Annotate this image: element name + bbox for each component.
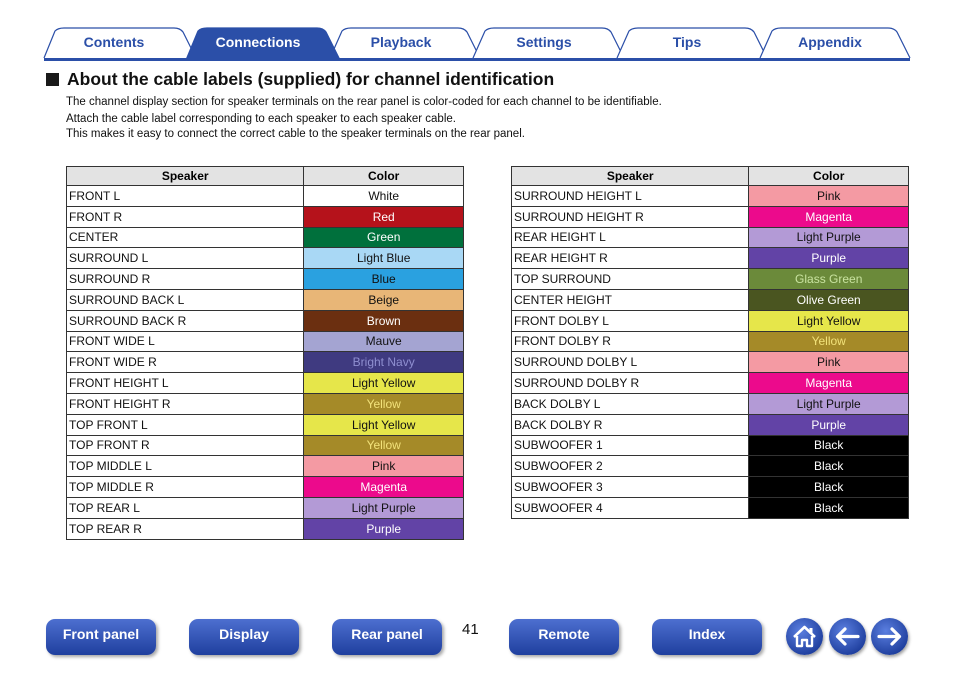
tab-connections[interactable]: Connections xyxy=(215,34,301,50)
color-cell: Purple xyxy=(749,248,909,269)
color-cell: Brown xyxy=(304,310,464,331)
tab-tips[interactable]: Tips xyxy=(672,34,702,50)
color-cell: Yellow xyxy=(749,331,909,352)
speaker-cell: TOP SURROUND xyxy=(512,269,749,290)
speaker-cell: FRONT DOLBY L xyxy=(512,310,749,331)
color-header: Color xyxy=(749,167,909,186)
speaker-cell: REAR HEIGHT R xyxy=(512,248,749,269)
speaker-cell: SURROUND BACK R xyxy=(67,310,304,331)
speaker-cell: SURROUND DOLBY L xyxy=(512,352,749,373)
color-cell: Light Yellow xyxy=(304,414,464,435)
front-panel-button[interactable]: Front panel xyxy=(46,619,156,655)
color-cell: Black xyxy=(749,477,909,498)
color-cell: Magenta xyxy=(304,477,464,498)
speaker-cell: BACK DOLBY R xyxy=(512,414,749,435)
table-row xyxy=(512,289,909,310)
tab-contents[interactable]: Contents xyxy=(83,34,145,50)
speaker-cell: FRONT R xyxy=(67,206,304,227)
color-cell: Magenta xyxy=(749,373,909,394)
speaker-cell: SUBWOOFER 2 xyxy=(512,456,749,477)
color-header: Color xyxy=(304,167,464,186)
back-button[interactable] xyxy=(829,618,866,655)
table-row xyxy=(512,373,909,394)
speaker-cell: SUBWOOFER 1 xyxy=(512,435,749,456)
speaker-cell: CENTER HEIGHT xyxy=(512,289,749,310)
tab-appendix[interactable]: Appendix xyxy=(798,34,862,50)
speaker-cell: TOP MIDDLE R xyxy=(67,477,304,498)
table-row xyxy=(67,186,464,207)
color-cell: Green xyxy=(304,227,464,248)
color-cell: Beige xyxy=(304,289,464,310)
table-row xyxy=(512,414,909,435)
color-cell: Light Purple xyxy=(749,393,909,414)
speaker-cell: TOP REAR L xyxy=(67,497,304,518)
table-row xyxy=(67,269,464,290)
home-button[interactable] xyxy=(786,618,823,655)
speaker-cell: BACK DOLBY L xyxy=(512,393,749,414)
color-cell: Black xyxy=(749,456,909,477)
table-row xyxy=(512,310,909,331)
table-row xyxy=(512,248,909,269)
forward-button[interactable] xyxy=(871,618,908,655)
speaker-cell: FRONT WIDE R xyxy=(67,352,304,373)
table-row xyxy=(67,227,464,248)
intro-line-2: Attach the cable label corresponding to each speaker to each speaker cable. xyxy=(66,112,456,125)
table-row xyxy=(67,456,464,477)
color-cell: Black xyxy=(749,497,909,518)
table-row xyxy=(67,352,464,373)
right-color-table xyxy=(511,166,909,519)
table-row xyxy=(67,206,464,227)
speaker-cell: SURROUND R xyxy=(67,269,304,290)
speaker-cell: SURROUND BACK L xyxy=(67,289,304,310)
home-icon xyxy=(786,618,823,655)
intro-text xyxy=(66,94,662,143)
color-cell: Magenta xyxy=(749,206,909,227)
table-row xyxy=(67,331,464,352)
speaker-cell: TOP MIDDLE L xyxy=(67,456,304,477)
intro-line-1: The channel display section for speaker terminals on the rear panel is color-coded for each channel to be identifiable. xyxy=(66,96,662,108)
speaker-cell: TOP REAR R xyxy=(67,518,304,539)
table-row xyxy=(67,518,464,539)
speaker-cell: TOP FRONT R xyxy=(67,435,304,456)
page-title: About the cable labels (supplied) for channel identification xyxy=(67,69,555,89)
table-row xyxy=(512,456,909,477)
table-row xyxy=(67,393,464,414)
color-cell: Pink xyxy=(304,456,464,477)
speaker-cell: TOP FRONT L xyxy=(67,414,304,435)
color-cell: White xyxy=(304,186,464,207)
table-row xyxy=(512,206,909,227)
rear-panel-button[interactable]: Rear panel xyxy=(332,619,442,655)
tab-playback[interactable]: Playback xyxy=(370,34,432,50)
tab-shapes xyxy=(0,0,954,64)
display-button[interactable]: Display xyxy=(189,619,299,655)
left-color-table xyxy=(66,166,464,540)
tab-settings[interactable]: Settings xyxy=(516,34,572,50)
table-row xyxy=(512,393,909,414)
color-cell: Glass Green xyxy=(749,269,909,290)
speaker-cell: CENTER xyxy=(67,227,304,248)
speaker-cell: SURROUND HEIGHT L xyxy=(512,186,749,207)
table-row xyxy=(67,497,464,518)
color-cell: Red xyxy=(304,206,464,227)
color-cell: Mauve xyxy=(304,331,464,352)
table-row xyxy=(512,435,909,456)
color-cell: Blue xyxy=(304,269,464,290)
color-cell: Light Purple xyxy=(749,227,909,248)
heading-square-icon xyxy=(46,73,59,86)
speaker-cell: FRONT HEIGHT L xyxy=(67,373,304,394)
color-cell: Light Yellow xyxy=(304,373,464,394)
speaker-cell: FRONT WIDE L xyxy=(67,331,304,352)
table-row xyxy=(512,269,909,290)
speaker-cell: SURROUND HEIGHT R xyxy=(512,206,749,227)
color-cell: Light Yellow xyxy=(749,310,909,331)
speaker-cell: FRONT DOLBY R xyxy=(512,331,749,352)
table-row xyxy=(67,477,464,498)
section-heading xyxy=(46,69,554,90)
table-row xyxy=(512,477,909,498)
table-row xyxy=(67,435,464,456)
color-cell: Light Blue xyxy=(304,248,464,269)
speaker-cell: SUBWOOFER 4 xyxy=(512,497,749,518)
table-row xyxy=(512,497,909,518)
color-cell: Bright Navy xyxy=(304,352,464,373)
table-row xyxy=(512,186,909,207)
color-cell: Light Purple xyxy=(304,497,464,518)
remote-button[interactable]: Remote xyxy=(509,619,619,655)
table-row xyxy=(67,373,464,394)
color-cell: Purple xyxy=(749,414,909,435)
speaker-header: Speaker xyxy=(67,167,304,186)
table-row xyxy=(67,289,464,310)
speaker-cell: SURROUND L xyxy=(67,248,304,269)
intro-line-3: This makes it easy to connect the correct cable to the speaker terminals on the rear panel. xyxy=(66,128,525,140)
table-row xyxy=(512,227,909,248)
speaker-cell: REAR HEIGHT L xyxy=(512,227,749,248)
speaker-cell: FRONT L xyxy=(67,186,304,207)
tab-baseline xyxy=(44,58,910,61)
table-row xyxy=(67,310,464,331)
speaker-header: Speaker xyxy=(512,167,749,186)
table-row xyxy=(67,414,464,435)
color-cell: Pink xyxy=(749,186,909,207)
speaker-cell: FRONT HEIGHT R xyxy=(67,393,304,414)
color-cell: Pink xyxy=(749,352,909,373)
table-row xyxy=(67,248,464,269)
color-cell: Black xyxy=(749,435,909,456)
arrow-left-icon xyxy=(829,618,866,655)
table-row xyxy=(512,331,909,352)
table-row xyxy=(512,352,909,373)
color-cell: Olive Green xyxy=(749,289,909,310)
arrow-right-icon xyxy=(871,618,908,655)
index-button[interactable]: Index xyxy=(652,619,762,655)
tab-bar xyxy=(0,0,954,64)
color-cell: Yellow xyxy=(304,435,464,456)
color-cell: Purple xyxy=(304,518,464,539)
page-number: 41 xyxy=(462,621,479,638)
color-cell: Yellow xyxy=(304,393,464,414)
speaker-cell: SURROUND DOLBY R xyxy=(512,373,749,394)
speaker-cell: SUBWOOFER 3 xyxy=(512,477,749,498)
